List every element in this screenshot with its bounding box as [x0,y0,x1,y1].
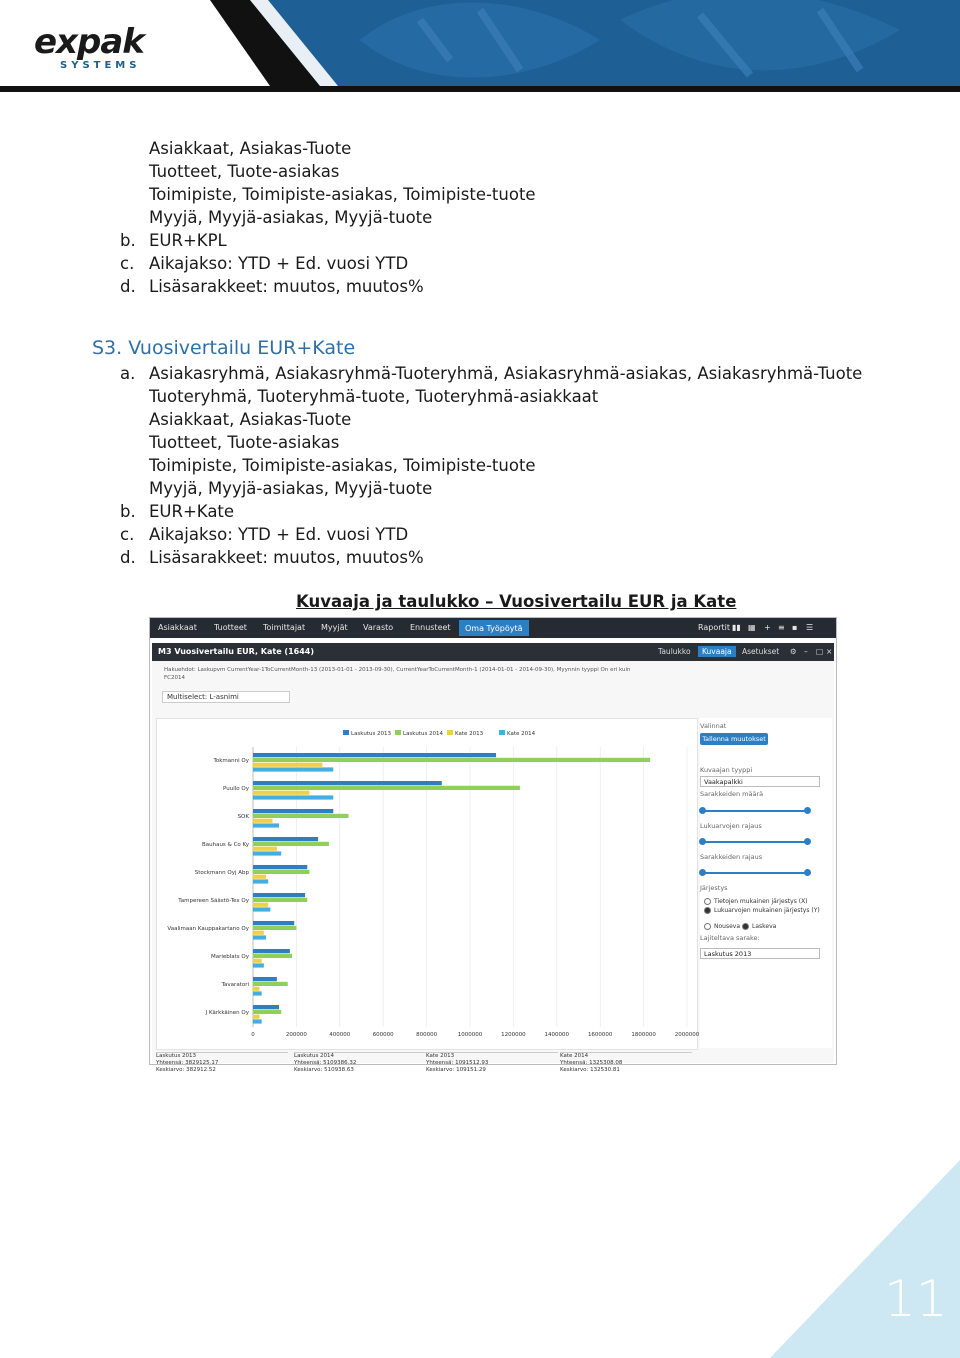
direction-ascending-label: Nouseva [714,923,741,930]
legend-label: Laskutus 2014 [403,731,444,737]
legend-label: Kate 2013 [455,731,484,737]
query-text: Hakuehdot: Laskupvm CurrentYear-1ToCurrentMonth-13 (2013-01-01 - 2013-09-30), CurrentYearToCurrentMonth-1 (2014-01-01 - 2014-09-30), Myynnin tyyppi On eri kuin [164,667,631,673]
list2-line: Myyjä, Myyjä-asiakas, Myyjä-tuote [149,479,433,498]
list1-line: Myyjä, Myyjä-asiakas, Myyjä-tuote [149,208,433,227]
summary-total: Yhteensä: 1325308.08 [560,1060,623,1066]
maximize-icon[interactable]: □ [816,647,824,656]
category-label: J Kärkkäinen Oy [205,1010,249,1016]
category-label: SOK [237,814,249,820]
list1-item-d: Lisäsarakkeet: muutos, muutos% [149,277,424,296]
query-text-2: FC2014 [164,675,186,681]
x-tick-label: 1200000 [501,1032,526,1038]
order-option-y-label: Lukuarvojen mukainen järjestys (Y) [714,907,820,914]
list2-line: Asiakkaat, Asiakas-Tuote [149,410,352,429]
summary-title: Kate 2013 [426,1053,455,1059]
save-changes-button[interactable]: Tallenna muutokset [700,733,768,745]
chart-type-label: Kuvaajan tyyppi [700,766,753,774]
grid-icon[interactable]: ▦ [748,623,756,632]
brand-subtitle: SYSTEMS [60,60,141,71]
list2-item-c: Aikajakso: YTD + Ed. vuosi YTD [149,525,409,544]
category-label: Vaalimaan Kauppakartano Oy [167,926,249,932]
summary-average: Keskiarvo: 510938.63 [294,1067,354,1073]
summary-total: Yhteensä: 1091512.93 [426,1060,489,1066]
nav-tab-tuotteet[interactable]: Tuotteet [214,623,247,632]
summary-average: Keskiarvo: 382912.52 [156,1067,216,1073]
multiselect-field[interactable]: Multiselect: L-asnimi [162,691,290,703]
summary-total: Yhteensä: 5109386.32 [294,1060,357,1066]
nav-tab-myyjat[interactable]: Myyjät [321,623,348,632]
legend-label: Laskutus 2013 [351,731,392,737]
list1-line: Toimipiste, Toimipiste-asiakas, Toimipiste-tuote [149,185,536,204]
sort-column-select[interactable]: Laskutus 2013 [700,948,820,959]
list-marker-d: d. [120,277,136,296]
category-label: Puuilo Oy [223,786,249,792]
column-limit-label: Sarakkeiden rajaus [700,853,763,861]
save-icon[interactable]: ▪ [792,623,798,632]
x-tick-label: 400000 [329,1032,351,1038]
summary-total: Yhteensä: 3829125.17 [156,1060,219,1066]
x-tick-label: 1800000 [631,1032,656,1038]
nav-tab-asiakkaat[interactable]: Asiakkaat [158,623,197,632]
list-marker-c: c. [120,254,135,273]
value-limit-label: Lukuarvojen rajaus [700,822,762,830]
x-tick-label: 200000 [285,1032,307,1038]
legend-label: Kate 2014 [507,731,536,737]
chart-type-select[interactable]: Vaakapalkki [700,776,820,787]
list2-item-a: Asiakasryhmä, Asiakasryhmä-Tuoteryhmä, Asiakasryhmä-asiakas, Asiakasryhmä-Tuote [149,364,863,383]
nav-tab-oma-tyopoyta[interactable]: Oma Työpöytä [459,620,529,636]
order-label: Järjestys [700,884,728,892]
summary-title: Laskutus 2013 [156,1053,197,1059]
reports-menu[interactable]: Raportit [698,623,731,632]
choices-label: Valinnat [700,722,727,730]
list-marker-a: a. [120,364,136,383]
columns-label: Sarakkeiden määrä [700,790,764,798]
order-option-x-label: Tietojen mukainen järjestys (X) [714,898,808,905]
sort-column-label: Lajiteltava sarake: [700,934,760,942]
category-label: Stockmann Oyj Abp [194,870,249,876]
nav-tab-ennusteet[interactable]: Ennusteet [410,623,451,632]
category-label: Tokmanni Oy [213,758,249,764]
list2-line: Toimipiste, Toimipiste-asiakas, Toimipiste-tuote [149,456,536,475]
list2-item-b: EUR+Kate [149,502,235,521]
list-marker-d: d. [120,548,136,567]
close-icon[interactable]: × [826,647,833,656]
direction-descending-label: Laskeva [752,923,777,930]
category-label: Tampereen Säästö-Tex Oy [178,898,249,904]
list1-item-b: EUR+KPL [149,231,227,250]
x-tick-label: 2000000 [674,1032,700,1038]
list2-line: Tuoteryhmä, Tuoteryhmä-tuote, Tuoteryhmä-asiakkaat [149,387,599,406]
summary-average: Keskiarvo: 109151.29 [426,1067,486,1073]
x-tick-label: 0 [251,1032,255,1038]
menu-icon[interactable]: ☰ [806,623,814,632]
list2-item-d: Lisäsarakkeet: muutos, muutos% [149,548,424,567]
summary-average: Keskiarvo: 132530.81 [560,1067,620,1073]
brand-logo: expak [34,22,144,62]
page-number: 11 [884,1270,948,1328]
bar-chart-icon[interactable]: ▮▮ [732,623,741,632]
summary-title: Laskutus 2014 [294,1053,335,1059]
gear-icon[interactable]: ⚙ [790,647,797,656]
list-icon[interactable]: ≡ [778,623,785,632]
x-tick-label: 600000 [372,1032,394,1038]
category-label: Tavaratori [221,982,249,988]
x-tick-label: 1000000 [457,1032,483,1038]
x-tick-label: 800000 [416,1032,438,1038]
summary-title: Kate 2014 [560,1053,589,1059]
x-tick-label: 1400000 [544,1032,570,1038]
list1-item-c: Aikajakso: YTD + Ed. vuosi YTD [149,254,409,273]
nav-tab-varasto[interactable]: Varasto [363,623,394,632]
category-label: Marieblats Oy [210,954,249,960]
section-heading: S3. Vuosivertailu EUR+Kate [92,337,356,359]
tab-table[interactable]: Taulukko [658,647,691,656]
list-marker-b: b. [120,231,136,250]
figure-caption: Kuvaaja ja taulukko – Vuosivertailu EUR ja Kate [296,592,737,611]
list-marker-c: c. [120,525,135,544]
tab-settings[interactable]: Asetukset [742,647,780,656]
list1-line: Tuotteet, Tuote-asiakas [149,162,340,181]
nav-tab-toimittajat[interactable]: Toimittajat [263,623,306,632]
category-label: Bauhaus & Co Ky [201,842,249,848]
add-icon[interactable]: + [764,623,771,632]
x-tick-label: 1600000 [587,1032,613,1038]
report-title: M3 Vuosivertailu EUR, Kate (1644) [158,647,314,656]
list-marker-b: b. [120,502,136,521]
list1-line: Asiakkaat, Asiakas-Tuote [149,139,352,158]
list2-line: Tuotteet, Tuote-asiakas [149,433,340,452]
minimize-icon[interactable]: – [804,647,808,656]
tab-chart[interactable]: Kuvaaja [698,646,736,657]
